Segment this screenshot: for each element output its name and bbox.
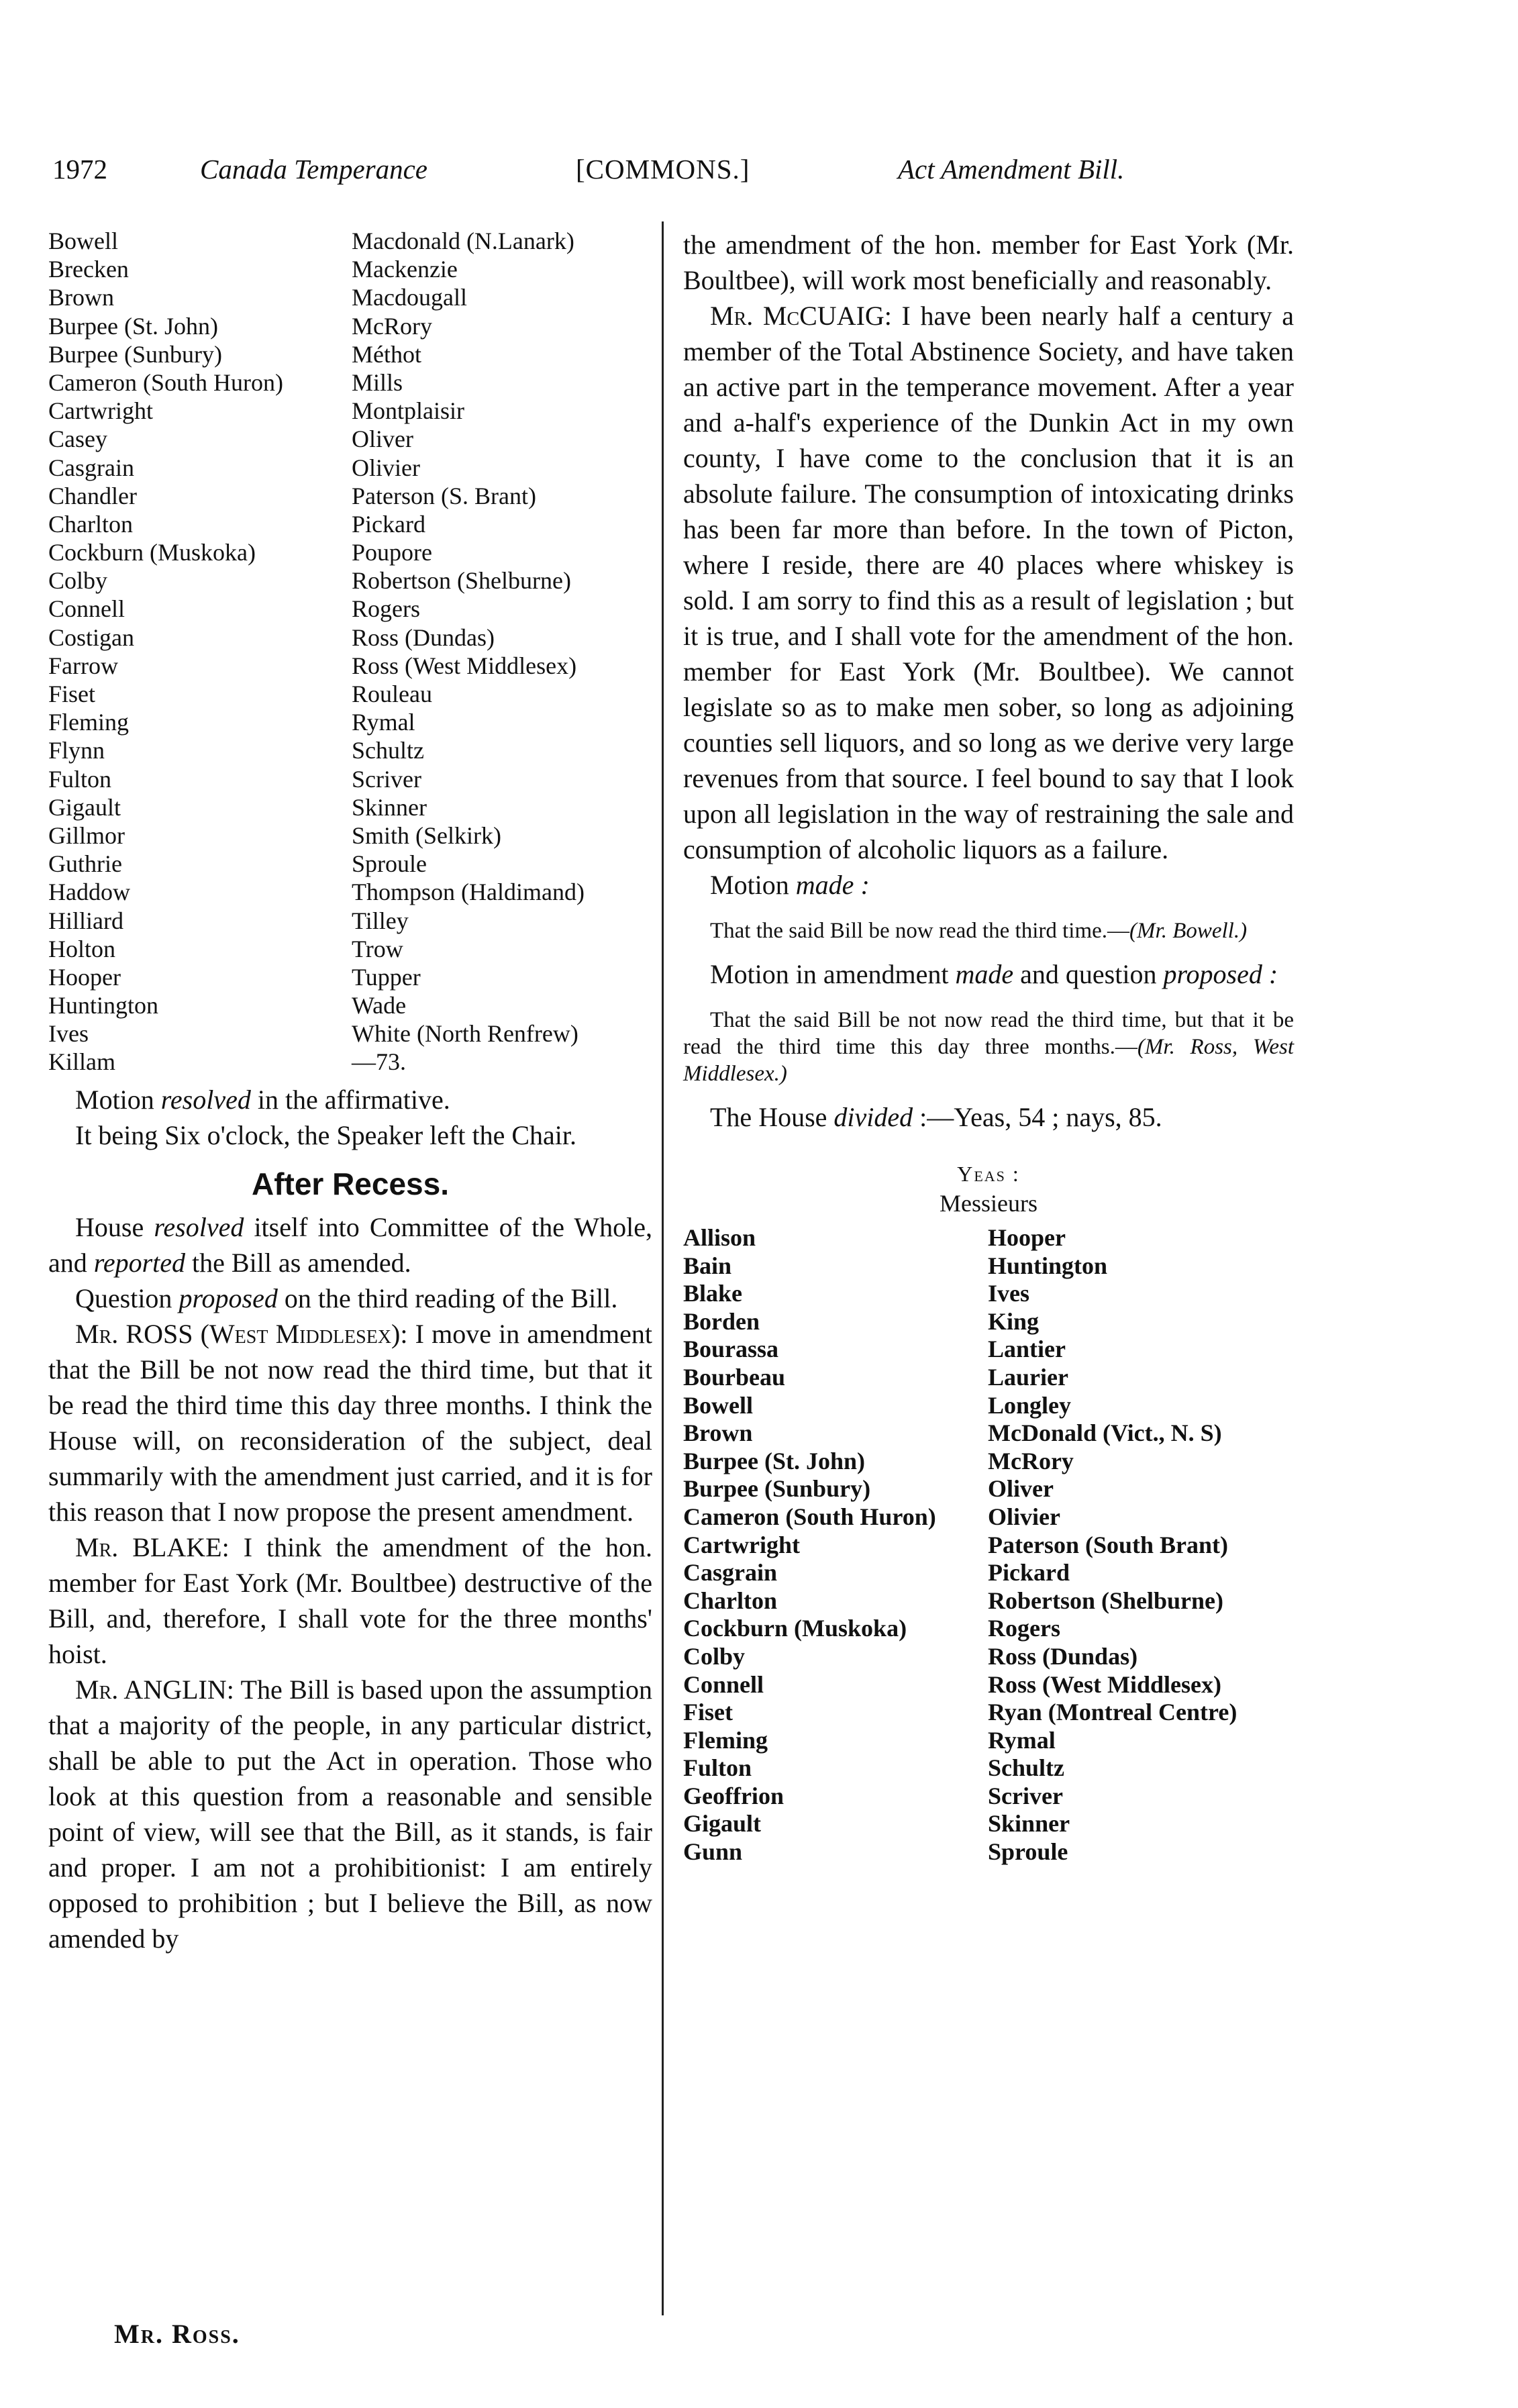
name-row [48,935,652,963]
member-name: Cameron (South Huron) [683,1503,936,1530]
name-row [683,1699,1294,1727]
member-name: Bowell [48,228,118,254]
member-name: Haddow [48,879,130,906]
name-row [48,907,652,935]
anglin-speech: Mr. ANGLIN: The Bill is based upon the assumption that a majority of the people, in any particular district, shall be able to put the Act in operation. Those who look at this question from a reasonable and sensible point of view, will see that the Bill, as it stands, is fair and proper. I am not a prohibitionist: I am entirely opposed to prohibition ; but I believe the Bill, as now amended by [48,1674,652,1954]
member-name: Hooper [48,963,121,991]
member-name: Olivier [352,454,420,481]
member-name: Robertson (Shelburne) [988,1587,1224,1614]
name-row [683,1532,1294,1560]
member-name: Charlton [683,1587,778,1614]
member-name: Holton [48,935,116,962]
member-name: Borden [683,1307,760,1335]
name-row [48,397,652,425]
question-paragraph: Question proposed on the third reading of the Bill. [75,1283,618,1313]
name-row [48,538,652,566]
name-row [48,736,652,764]
member-name: Tilley [352,907,409,934]
name-row [683,1252,1294,1281]
name-row [683,1503,1294,1532]
member-name: Cockburn (Muskoka) [48,539,256,566]
name-row [683,1336,1294,1364]
member-name: Killam [48,1048,115,1076]
continuation-paragraph: the amendment of the hon. member for East York (Mr. Boultbee), will work most beneficially and reasonably. [683,230,1294,295]
mccuaig-speech: Mr. McCUAIG: I have been nearly half a century a member of the Total Abstinence Society, and have taken an active part in the temperance movement. After a year and a-half's experience of the Dunkin Act in my own county, I have come to the conclusion that it is an absolute failure. The consumption of intoxicating drinks has been far more than before. In the town of Picton, where I reside, there are 40 places where whiskey is sold. I am sorry to find this as a result of legislation ; but it is true, and I shall vote for the amendment of the hon. member for East York (Mr. Boultbee). We cannot legislate so as to make men sober, so long as adjoining counties sell liquors, and so long as we derive very large revenues from that source. I feel bound to say that I look upon all legislation in the way of restraining the sale and consumption of alcoholic liquors as a failure. [683,301,1294,864]
speaker-name: Mr. BLAKE [75,1532,222,1562]
name-row [683,1643,1294,1671]
member-name: Skinner [988,1810,1070,1838]
speaker-name: Mr. ANGLIN [75,1674,227,1705]
member-name: Pickard [988,1559,1070,1587]
member-name: Ross (Dundas) [352,623,495,651]
division-result: The House divided :—Yeas, 54 ; nays, 85. [710,1102,1162,1132]
name-row [48,821,652,850]
member-name: Burpee (St. John) [48,312,218,340]
name-row [48,708,652,736]
header-center-title: [COMMONS.] [576,154,750,185]
name-row [683,1280,1294,1308]
member-name: Brown [48,284,114,311]
name-row [48,227,652,255]
name-row [48,482,652,510]
name-row [48,510,652,538]
ross-speech: Mr. ROSS (West Middlesex): I move in amendment that the Bill be not now read the third time, but that it be read the third time this day three months. I think the House will, on reconsideration of the subject, deal summarily with the amendment just carried, and it is for this reason that I now propose the present amendment. [48,1318,652,1527]
member-name: Sproule [352,850,427,878]
member-name: Ryan (Montreal Centre) [988,1699,1237,1726]
member-name: Thompson (Haldimand) [352,879,585,906]
member-name: Blake [683,1280,743,1307]
member-name: King [988,1307,1040,1335]
member-name: Smith (Selkirk) [352,821,501,849]
member-name: Chandler [48,482,137,509]
member-name: Huntington [48,992,159,1019]
member-name: Bourbeau [683,1363,786,1391]
member-name: Lantier [988,1336,1066,1363]
member-name: —73. [352,1048,406,1076]
member-name: Schultz [352,737,424,764]
name-row [48,566,652,595]
yeas-name-list [683,1224,1294,1866]
running-header [52,153,1247,193]
member-name: McRory [352,312,432,340]
member-name: Bourassa [683,1336,779,1363]
member-name: Rymal [352,709,415,736]
member-name: Bain [683,1252,732,1279]
quoted-motion-2: That the said Bill be not now read the third time, but that it be read the third time this day three months.—(Mr. Ross, West Middlesex.) [683,1008,1294,1086]
member-name: Huntington [988,1252,1108,1279]
member-name: Olivier [988,1503,1060,1530]
member-name: Gigault [683,1810,762,1838]
name-row [683,1308,1294,1336]
member-name: Montplaisir [352,397,464,425]
member-name: Scriver [352,765,421,793]
name-row [683,1838,1294,1866]
name-row [683,1419,1294,1448]
member-name: Ross (West Middlesex) [988,1670,1221,1698]
name-row [48,454,652,482]
member-name: Bowell [683,1391,753,1419]
amendment-paragraph: Motion in amendment made and question proposed : [710,959,1278,989]
name-row [48,425,652,453]
name-row [683,1783,1294,1811]
name-row [48,312,652,340]
member-name: Connell [48,595,125,623]
member-name: Rymal [988,1726,1056,1754]
name-row [48,255,652,283]
name-row [48,595,652,623]
motion-made: Motion made : [710,870,870,900]
name-row [48,652,652,680]
member-name: Sproule [988,1838,1068,1866]
header-right-title: Act Amendment Bill. [898,154,1125,185]
member-name: Farrow [48,652,118,679]
member-name: Laurier [988,1363,1068,1391]
member-name: Costigan [48,623,135,651]
member-name: Mackenzie [352,256,458,283]
member-name: Fiset [48,681,96,707]
member-name: Cartwright [683,1531,800,1558]
member-name: Macdougall [352,284,467,311]
member-name: Flynn [48,737,105,764]
after-recess-heading: After Recess. [251,1166,450,1201]
column-divider [662,221,664,2315]
member-name: Fleming [683,1726,768,1754]
member-name: Trow [352,935,403,962]
member-name: Pickard [352,510,425,538]
member-name: Oliver [988,1475,1054,1503]
name-row [48,283,652,311]
footer-signature: Mr. Ross. [114,2319,240,2349]
member-name: Gigault [48,793,121,821]
member-name: Mills [352,368,403,396]
member-name: Rogers [988,1615,1060,1642]
name-row [48,368,652,397]
six-oclock-paragraph: It being Six o'clock, the Speaker left the Chair. [75,1119,577,1150]
member-name: Hilliard [48,907,123,934]
name-row [48,991,652,1019]
name-row [683,1810,1294,1838]
name-row [683,1587,1294,1615]
name-row [48,878,652,906]
member-name: Brecken [48,256,129,283]
yeas-heading: Yeas : [957,1162,1020,1186]
messieurs-heading: Messieurs [940,1190,1038,1217]
member-name: Allison [683,1224,756,1251]
committee-paragraph: House resolved itself into Committee of the Whole, and reported the Bill as amended. [48,1211,652,1278]
member-name: Macdonald (N.Lanark) [352,228,574,254]
member-name: Ives [48,1020,89,1048]
left-column [48,227,652,1956]
speaker-name: Mr. ROSS (West Middlesex) [75,1318,401,1349]
name-row [48,1048,652,1076]
header-left-title: Canada Temperance [200,154,427,185]
member-name: Ross (Dundas) [988,1642,1138,1670]
member-name: Schultz [988,1754,1065,1782]
name-row [48,340,652,368]
name-row [48,963,652,991]
name-row [48,765,652,793]
member-name: Tupper [352,963,421,991]
member-name: Longley [988,1391,1072,1419]
member-name: Connell [683,1670,764,1698]
member-name: Gillmor [48,821,125,849]
member-name: Cameron (South Huron) [48,368,283,396]
member-name: Cockburn (Muskoka) [683,1615,907,1642]
member-name: Geoffrion [683,1782,784,1809]
member-name: Fulton [683,1754,752,1782]
name-row [683,1224,1294,1252]
name-row [683,1448,1294,1476]
member-name: Poupore [352,539,432,566]
member-name: Casey [48,425,107,453]
member-name: Casgrain [48,454,134,481]
name-row [683,1727,1294,1755]
member-name: McRory [988,1447,1074,1474]
member-name: Guthrie [48,850,122,878]
member-name: Burpee (St. John) [683,1447,866,1474]
member-name: Gunn [683,1838,743,1866]
member-name: Ives [988,1280,1029,1307]
member-name: Paterson (S. Brant) [352,482,536,509]
member-name: Fleming [48,709,130,736]
member-name: Skinner [352,793,427,821]
name-row [683,1392,1294,1420]
quoted-motion-1: That the said Bill be now read the third time.—(Mr. Bowell.) [710,919,1248,943]
name-row [683,1615,1294,1643]
member-name: Wade [352,992,407,1019]
member-name: Paterson (South Brant) [988,1531,1228,1558]
page-number: 1972 [52,154,107,185]
member-name: Hooper [988,1224,1066,1251]
member-name: Robertson (Shelburne) [352,567,571,595]
member-name: Colby [683,1642,746,1670]
name-row [48,1019,652,1048]
member-name: Scriver [988,1782,1063,1809]
name-row [48,850,652,878]
name-row [683,1364,1294,1392]
member-name: Oliver [352,425,413,453]
member-name: Fulton [48,765,112,793]
name-row [48,680,652,708]
member-name: Méthot [352,340,421,368]
member-name: Casgrain [683,1559,778,1587]
member-name: Brown [683,1419,753,1447]
member-name: White (North Renfrew) [352,1020,578,1048]
name-row [683,1559,1294,1587]
member-name: Rogers [352,595,420,623]
member-name: Fiset [683,1699,733,1726]
speaker-name: Mr. McCUAIG [710,301,884,331]
blake-speech: Mr. BLAKE: I think the amendment of the hon. member for East York (Mr. Boultbee) destructive of the Bill, and, therefore, I shall vote for the three months' hoist. [48,1532,652,1669]
name-row [48,793,652,821]
name-row [683,1671,1294,1699]
name-row [48,623,652,652]
member-name: Cartwright [48,397,153,425]
member-name: Charlton [48,510,133,538]
member-name: Burpee (Sunbury) [683,1475,871,1503]
name-row [683,1754,1294,1783]
name-row [683,1475,1294,1503]
motion-resolved: Motion resolved in the affirmative. [75,1084,450,1115]
member-name: Rouleau [352,681,432,707]
right-column [683,227,1294,1866]
member-name: McDonald (Vict., N. S) [988,1419,1222,1447]
nays-name-list [48,227,652,1076]
member-name: Ross (West Middlesex) [352,652,577,679]
member-name: Burpee (Sunbury) [48,340,222,368]
member-name: Colby [48,567,108,595]
